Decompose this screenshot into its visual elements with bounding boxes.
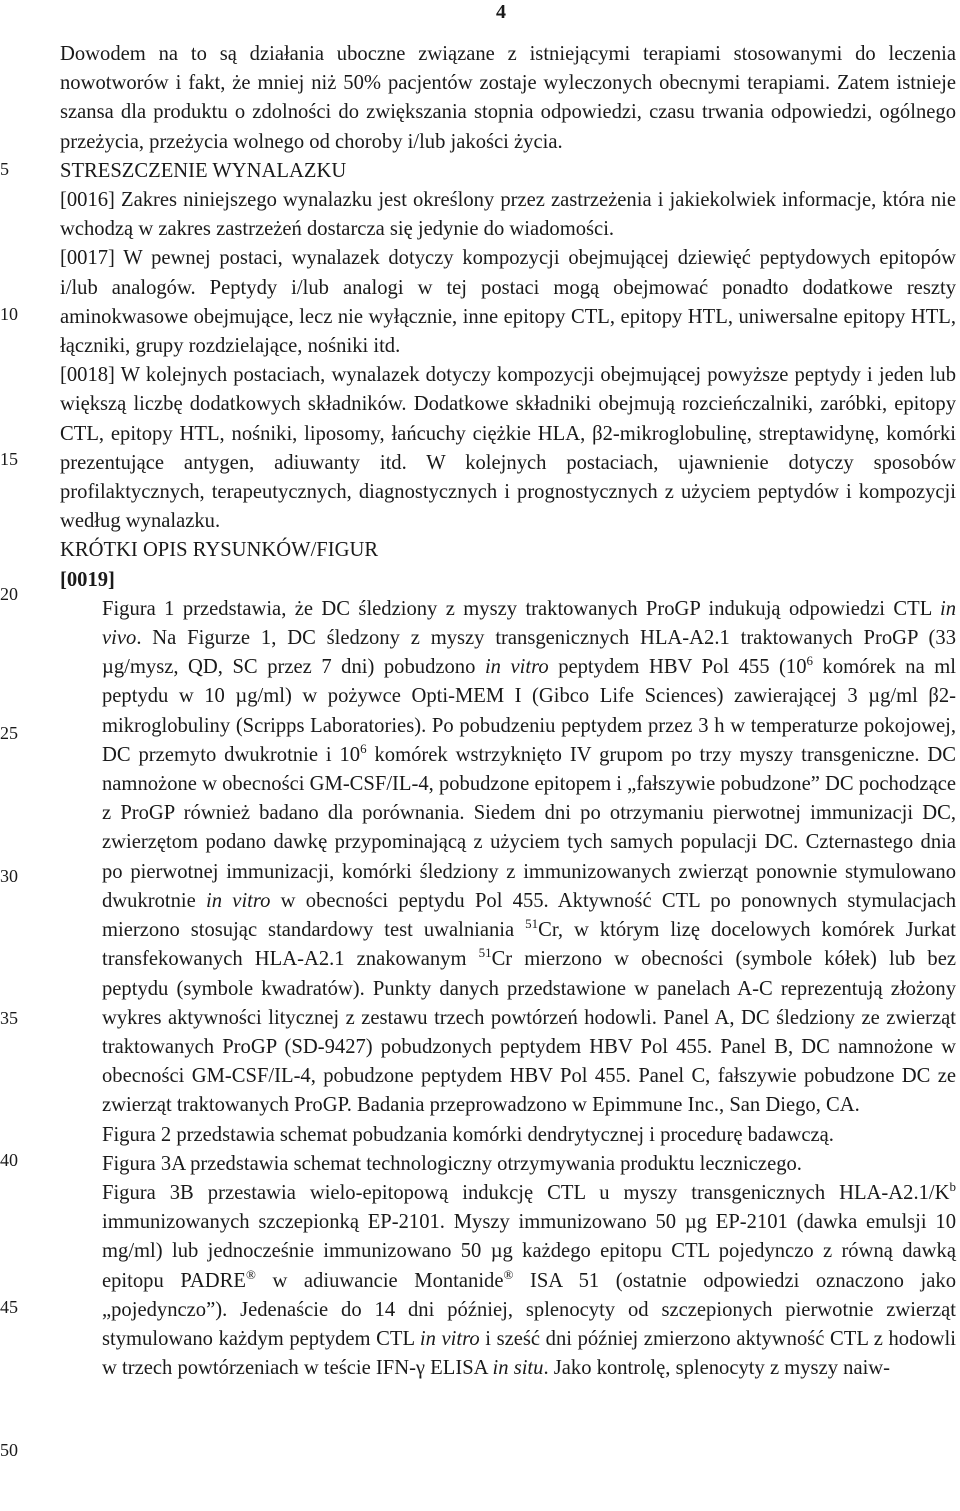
line-number: 50 — [0, 1440, 18, 1460]
paragraph-0019-number: [0019] — [60, 568, 115, 591]
line-number: 25 — [0, 723, 18, 743]
line-number: 10 — [0, 304, 18, 324]
intro-paragraph: Dowodem na to są działania uboczne związane z istniejącymi terapiami stosowanymi do leczenia nowotworów i fakt, że mniej niż 50% pacjentów zostaje wyleczonych obecnymi terapiami. Zatem istnieje szansa dla produktu o zdolności do zwiększania stopnia odpowiedzi, czasu trwania odpowiedzi, ogólnego przeżycia, przeżycia wolnego od choroby i/lub jakości życia. — [60, 43, 956, 153]
figure-2-description: Figura 2 przedstawia schemat pobudzania komórki dendrytycznej i procedurę badawczą. — [102, 1123, 834, 1146]
figures-heading: KRÓTKI OPIS RYSUNKÓW/FIGUR — [60, 539, 379, 562]
figure-1-description: Figura 1 przedstawia, że DC śledziony z myszy traktowanych ProGP indukują odpowiedzi CTL in vivo. Na Figurze 1, DC śledzony z myszy transgenicznych HLA-A2.1 traktowanych ProGP (33 µg/mysz, QD, SC przez 7 dni) pobudzono in vitro peptydem HBV Pol 455 ($10^6$ komórek na ml peptydu w 10 µg/ml) w pożywce Opti-MEM I (Gibco Life Sciences) zawierającej 3 µg/ml β2-mikroglobuliny (Scripps Laboratories). Po pobudzeniu peptydem przez 3 h w temperaturze pokojowej, DC przemyto dwukrotnie i $10^6$ komórek wstrzyknięto IV grupom po trzy myszy transgeniczne. DC namnożone w obecności GM-CSF/IL-4, pobudzone epitopem i „fałszywie pobudzone” DC pochodzące z ProGP również badano dla porównania. Siedem dni po otrzymaniu pierwotnej immunizacji DC, zwierzętom podano dawkę przypominającą z użyciem tych samych populacji DC. Czternastego dnia po pierwotnej immunizacji, komórki śledziony z immunizowanych zwierząt ponownie stymulowano dwukrotnie in vitro w obecności peptydu Pol 455. Aktywność CTL po ponownych stymulacjach mierzono stosując standardowy test uwalniania $^{51}$Cr, w którym lizę docelowych komórek Jurkat transfekowanych HLA-A2.1 znakowanym $^{51}$Cr mierzono w obecności (symbole kółek) lub bez peptydu (symbole kwadratów). Punkty danych przedstawione w panelach A-C reprezentują złożony wykres aktywności litycznej z zestawu trzech powtórzeń hodowli. Panel A, DC śledziony ze zwierząt traktowanych ProGP (SD-9427) pobudzonych peptydem HBV Pol 455. Panel B, DC namnożone w obecności GM-CSF/IL-4, pobudzone peptydem HBV Pol 455. Panel C, fałszywie pobudzone DC ze zwierząt traktowanych ProGP. Badania przeprowadzono w Epimmune Inc., San Diego, CA. — [102, 597, 957, 1117]
paragraph-0016: [0016] Zakres niniejszego wynalazku jest określony przez zastrzeżenia i jakiekolwiek informacje, która nie wchodzą w zakres zastrzeżeń dostarcza się jedynie do wiadomości. — [60, 189, 956, 241]
line-number: 20 — [0, 584, 18, 604]
line-number: 5 — [0, 159, 9, 179]
line-number: 30 — [0, 866, 18, 886]
paragraph-0018: [0018] W kolejnych postaciach, wynalazek dotyczy kompozycji obejmującej powyższe peptydy i jeden lub większą liczbę dodatkowych składników. Dodatkowe składniki obejmują rozcieńczalniki, zaróbki, epitopy CTL, epitopy HTL, nośniki, liposomy, łańcuchy ciężkie HLA, β2-mikroglobulinę, streptawidynę, komórki prezentujące antygen, adiuwanty itd. W kolejnych postaciach, ujawnienie dotyczy sposobów profilaktycznych, terapeutycznych, diagnostycznych i prognostycznych z użyciem peptydów i kompozycji według wynalazku. — [60, 364, 956, 533]
line-number: 40 — [0, 1150, 18, 1170]
line-number: 15 — [0, 449, 18, 469]
line-number-gutter — [0, 0, 40, 1511]
figure-3b-description: Figura 3B przestawia wielo-epitopową indukcję CTL u myszy transgenicznych HLA-$A2.1/K^b$ immunizowanych szczepionką EP-2101. Myszy immunizowano 50 µg EP-2101 (dawka emulsji 10 mg/ml) lub jednocześnie immunizowano 50 µg każdego epitopu CTL pojedynczo z równą dawką epitopu PADRE® w adiuwancie Montanide® ISA 51 (ostatnie odpowiedzi oznaczono jako „pojedynczo”). Jedenaście do 14 dni później, splenocyty od szczepionych pierwotnie zwierząt stymulowano każdym peptydem CTL in vitro i sześć dni później zmierzono aktywność CTL z hodowli w trzech powtórzeniach w teście IFN-γ ELISA in situ. Jako kontrolę, splenocyty z myszy naiw- — [102, 1179, 956, 1380]
line-number: 45 — [0, 1297, 18, 1317]
paragraph-0017: [0017] W pewnej postaci, wynalazek dotyczy kompozycji obejmującej dziewięć peptydowych epitopów i/lub analogów. Peptydy i/lub analogi w tej postaci mogą obejmować ponadto dodatkowe reszty aminokwasowe obejmujące, lecz nie wyłącznie, inne epitopy CTL, epitopy HTL, uniwersalne epitopy HTL, łączniki, grupy rozdzielające, nośniki itd. — [60, 247, 956, 358]
summary-heading: STRESZCZENIE WYNALAZKU — [60, 159, 347, 182]
figure-3a-description: Figura 3A przedstawia schemat technologiczny otrzymywania produktu leczniczego. — [102, 1152, 802, 1175]
line-number: 35 — [0, 1008, 18, 1028]
page-number: 4 — [496, 1, 506, 23]
document-body — [60, 40, 956, 1383]
